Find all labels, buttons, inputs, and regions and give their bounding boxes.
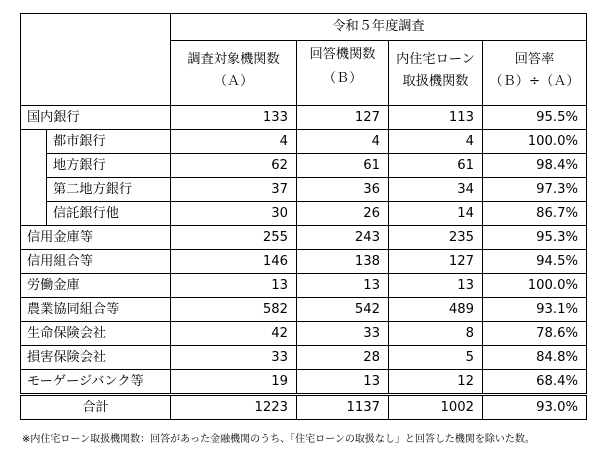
cell-target: 33 bbox=[171, 346, 297, 370]
cell-target: 19 bbox=[171, 370, 297, 395]
table-row bbox=[21, 346, 587, 370]
cell-mortgage: 13 bbox=[389, 274, 483, 298]
cell-rate: 93.1% bbox=[483, 298, 587, 322]
cell-target: 582 bbox=[171, 298, 297, 322]
row-label: 国内銀行 bbox=[21, 106, 171, 130]
cell-target: 133 bbox=[171, 106, 297, 130]
table-row bbox=[21, 274, 587, 298]
cell-rate: 94.5% bbox=[483, 250, 587, 274]
cell-mortgage: 5 bbox=[389, 346, 483, 370]
cell-target: 255 bbox=[171, 226, 297, 250]
cell-respondents: 542 bbox=[297, 298, 389, 322]
cell-rate: 68.4% bbox=[483, 370, 587, 395]
cell-mortgage: 14 bbox=[389, 202, 483, 226]
cell-target: 13 bbox=[171, 274, 297, 298]
header-row-title bbox=[21, 14, 587, 41]
row-label: 信用組合等 bbox=[21, 250, 171, 274]
table-row bbox=[21, 250, 587, 274]
indent-cell bbox=[21, 154, 47, 178]
cell-respondents: 243 bbox=[297, 226, 389, 250]
col-header-target-line2: （Ａ） bbox=[213, 74, 254, 89]
cell-respondents: 13 bbox=[297, 370, 389, 395]
cell-mortgage: 127 bbox=[389, 250, 483, 274]
cell-respondents: 13 bbox=[297, 274, 389, 298]
footnote: ※内住宅ローン取扱機関数：回答があった金融機関のうち、「住宅ローンの取扱なし」と回答した機関を除いた数。 bbox=[22, 434, 535, 445]
cell-respondents: 4 bbox=[297, 130, 389, 154]
col-header-mortgage bbox=[389, 41, 483, 106]
row-label: 都市銀行 bbox=[47, 130, 171, 154]
cell-mortgage: 12 bbox=[389, 370, 483, 395]
cell-target: 30 bbox=[171, 202, 297, 226]
cell-rate: 84.8% bbox=[483, 346, 587, 370]
indent-cell bbox=[21, 130, 47, 154]
row-label: 農業協同組合等 bbox=[21, 298, 171, 322]
cell-mortgage: 113 bbox=[389, 106, 483, 130]
cell-respondents: 36 bbox=[297, 178, 389, 202]
cell-rate: 100.0% bbox=[483, 130, 587, 154]
cell-rate: 100.0% bbox=[483, 274, 587, 298]
row-label: 地方銀行 bbox=[47, 154, 171, 178]
cell-mortgage: 8 bbox=[389, 322, 483, 346]
col-header-rate-line2: （Ｂ）÷（Ａ） bbox=[489, 74, 580, 89]
col-header-target-line1: 調査対象機関数 bbox=[187, 52, 280, 67]
corner-cell bbox=[21, 14, 171, 106]
row-label: モーゲージバンク等 bbox=[21, 370, 171, 395]
cell-rate: 98.4% bbox=[483, 154, 587, 178]
cell-target: 4 bbox=[171, 130, 297, 154]
total-respondents: 1137 bbox=[297, 395, 389, 420]
row-label: 信用金庫等 bbox=[21, 226, 171, 250]
cell-respondents: 127 bbox=[297, 106, 389, 130]
cell-mortgage: 34 bbox=[389, 178, 483, 202]
col-header-rate bbox=[483, 41, 587, 106]
table-row bbox=[21, 106, 587, 130]
cell-respondents: 61 bbox=[297, 154, 389, 178]
indent-cell bbox=[21, 178, 47, 202]
table-row bbox=[21, 130, 587, 154]
cell-rate: 78.6% bbox=[483, 322, 587, 346]
col-header-respondents-sub bbox=[297, 68, 389, 105]
survey-table-container bbox=[20, 13, 587, 420]
cell-target: 146 bbox=[171, 250, 297, 274]
total-row bbox=[21, 395, 587, 420]
cell-rate: 97.3% bbox=[483, 178, 587, 202]
cell-respondents: 33 bbox=[297, 322, 389, 346]
row-label: 生命保険会社 bbox=[21, 322, 171, 346]
col-header-respondents bbox=[297, 41, 389, 69]
row-label: 労働金庫 bbox=[21, 274, 171, 298]
total-target: 1223 bbox=[171, 395, 297, 420]
cell-target: 42 bbox=[171, 322, 297, 346]
col-header-target bbox=[171, 41, 297, 106]
cell-mortgage: 4 bbox=[389, 130, 483, 154]
total-label: 合計 bbox=[21, 395, 171, 420]
table-row bbox=[21, 322, 587, 346]
cell-mortgage: 235 bbox=[389, 226, 483, 250]
row-label: 損害保険会社 bbox=[21, 346, 171, 370]
cell-target: 37 bbox=[171, 178, 297, 202]
cell-rate: 86.7% bbox=[483, 202, 587, 226]
survey-title: 令和５年度調査 bbox=[171, 14, 587, 41]
table-row bbox=[21, 370, 587, 395]
cell-target: 62 bbox=[171, 154, 297, 178]
table-row bbox=[21, 226, 587, 250]
cell-respondents: 138 bbox=[297, 250, 389, 274]
col-header-respondents-line1: 回答機関数 bbox=[309, 46, 376, 62]
table-row bbox=[21, 154, 587, 178]
total-rate: 93.0% bbox=[483, 395, 587, 420]
table-row bbox=[21, 178, 587, 202]
cell-respondents: 28 bbox=[297, 346, 389, 370]
col-header-mortgage-line1: 内住宅ローン bbox=[396, 52, 475, 67]
col-header-respondents-line2: （Ｂ） bbox=[322, 71, 363, 87]
cell-mortgage: 61 bbox=[389, 154, 483, 178]
total-mortgage: 1002 bbox=[389, 395, 483, 420]
survey-table bbox=[20, 13, 587, 420]
cell-respondents: 26 bbox=[297, 202, 389, 226]
table-row bbox=[21, 202, 587, 226]
row-label: 第二地方銀行 bbox=[47, 178, 171, 202]
col-header-rate-line1: 回答率 bbox=[514, 52, 555, 67]
table-row bbox=[21, 298, 587, 322]
cell-mortgage: 489 bbox=[389, 298, 483, 322]
row-label: 信託銀行他 bbox=[47, 202, 171, 226]
indent-cell bbox=[21, 202, 47, 226]
col-header-mortgage-line2: 取扱機関数 bbox=[402, 74, 469, 89]
cell-rate: 95.3% bbox=[483, 226, 587, 250]
cell-rate: 95.5% bbox=[483, 106, 587, 130]
